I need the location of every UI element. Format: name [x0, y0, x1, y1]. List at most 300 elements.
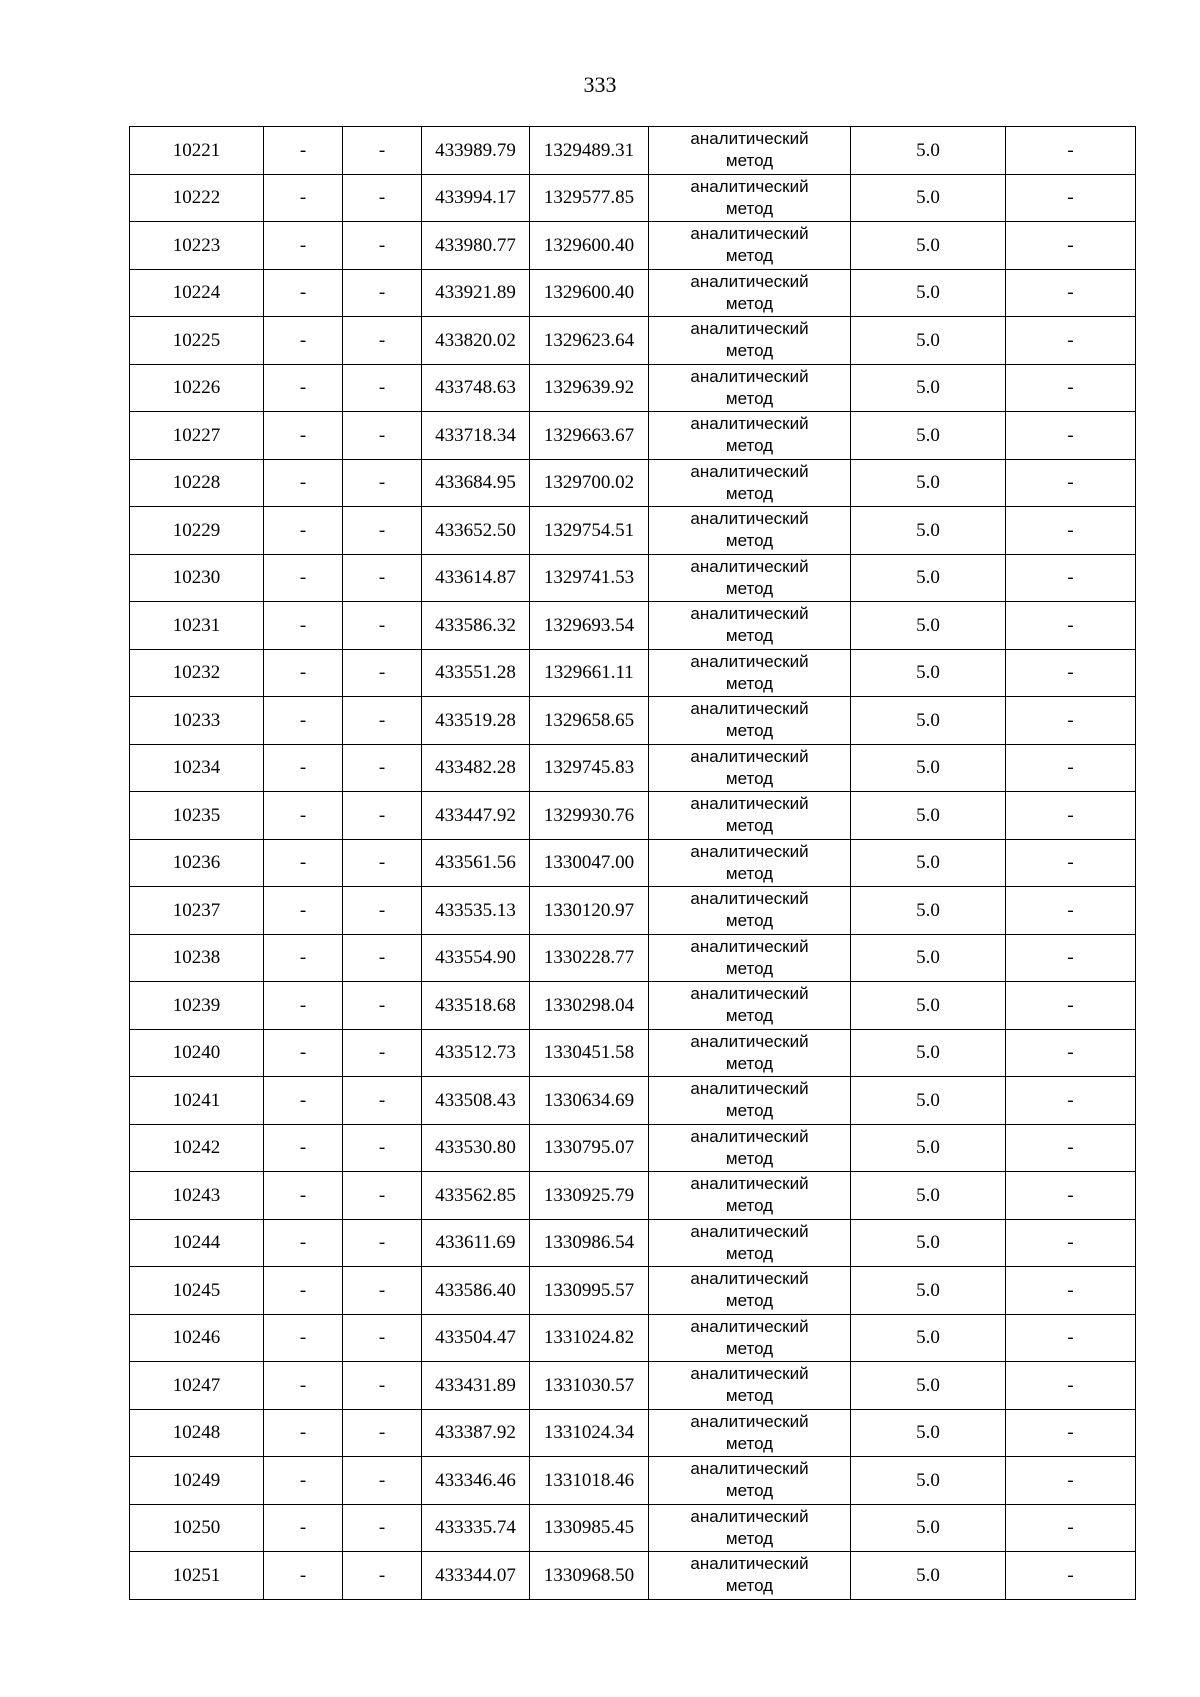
method-line-1: аналитический — [690, 984, 809, 1004]
dash-cell-3: - — [1006, 1077, 1136, 1125]
point-number-cell: 10232 — [130, 649, 264, 697]
method-line-1: аналитический — [690, 1221, 809, 1241]
accuracy-cell: 5.0 — [851, 602, 1006, 650]
method-cell — [649, 507, 851, 555]
dash-cell-2: - — [343, 364, 422, 412]
dash-cell-1: - — [264, 1124, 343, 1172]
accuracy-cell: 5.0 — [851, 459, 1006, 507]
dash-cell-1: - — [264, 1552, 343, 1600]
method-line-1: аналитический — [690, 794, 809, 814]
dash-cell-1: - — [264, 744, 343, 792]
method-line-2: метод — [725, 1386, 774, 1406]
accuracy-cell: 5.0 — [851, 1029, 1006, 1077]
accuracy-cell: 5.0 — [851, 222, 1006, 270]
table-row — [130, 222, 1136, 270]
y-coordinate-cell: 1329930.76 — [530, 792, 649, 840]
method-cell — [649, 1457, 851, 1505]
table-row — [130, 269, 1136, 317]
point-number-cell: 10242 — [130, 1124, 264, 1172]
method-line-2: метод — [725, 151, 774, 171]
dash-cell-3: - — [1006, 269, 1136, 317]
method-line-2: метод — [725, 388, 774, 408]
method-cell — [649, 222, 851, 270]
accuracy-cell: 5.0 — [851, 317, 1006, 365]
accuracy-cell: 5.0 — [851, 1409, 1006, 1457]
point-number-cell: 10233 — [130, 697, 264, 745]
method-cell — [649, 1124, 851, 1172]
x-coordinate-cell: 433611.69 — [422, 1219, 530, 1267]
x-coordinate-cell: 433346.46 — [422, 1457, 530, 1505]
table-row — [130, 1457, 1136, 1505]
dash-cell-2: - — [343, 1077, 422, 1125]
method-line-2: метод — [725, 198, 774, 218]
dash-cell-1: - — [264, 602, 343, 650]
x-coordinate-cell: 433447.92 — [422, 792, 530, 840]
dash-cell-1: - — [264, 412, 343, 460]
dash-cell-2: - — [343, 459, 422, 507]
y-coordinate-cell: 1329623.64 — [530, 317, 649, 365]
dash-cell-2: - — [343, 507, 422, 555]
x-coordinate-cell: 433989.79 — [422, 127, 530, 175]
y-coordinate-cell: 1329577.85 — [530, 174, 649, 222]
method-line-2: метод — [725, 911, 774, 931]
table-row — [130, 127, 1136, 175]
dash-cell-2: - — [343, 412, 422, 460]
accuracy-cell: 5.0 — [851, 649, 1006, 697]
dash-cell-2: - — [343, 934, 422, 982]
dash-cell-1: - — [264, 1314, 343, 1362]
method-cell — [649, 697, 851, 745]
method-cell — [649, 459, 851, 507]
y-coordinate-cell: 1329745.83 — [530, 744, 649, 792]
dash-cell-1: - — [264, 1457, 343, 1505]
method-line-2: метод — [725, 1433, 774, 1453]
dash-cell-2: - — [343, 1029, 422, 1077]
method-cell — [649, 649, 851, 697]
x-coordinate-cell: 433684.95 — [422, 459, 530, 507]
accuracy-cell: 5.0 — [851, 127, 1006, 175]
x-coordinate-cell: 433508.43 — [422, 1077, 530, 1125]
x-coordinate-cell: 433344.07 — [422, 1552, 530, 1600]
table-row — [130, 982, 1136, 1030]
dash-cell-1: - — [264, 222, 343, 270]
method-line-1: аналитический — [690, 461, 809, 481]
point-number-cell: 10245 — [130, 1267, 264, 1315]
table-row — [130, 1552, 1136, 1600]
point-number-cell: 10229 — [130, 507, 264, 555]
method-line-2: метод — [725, 958, 774, 978]
x-coordinate-cell: 433387.92 — [422, 1409, 530, 1457]
coordinates-table — [129, 126, 1136, 1600]
dash-cell-3: - — [1006, 507, 1136, 555]
dash-cell-1: - — [264, 459, 343, 507]
accuracy-cell: 5.0 — [851, 1457, 1006, 1505]
method-line-2: метод — [725, 1053, 774, 1073]
accuracy-cell: 5.0 — [851, 174, 1006, 222]
dash-cell-3: - — [1006, 127, 1136, 175]
dash-cell-1: - — [264, 1172, 343, 1220]
point-number-cell: 10246 — [130, 1314, 264, 1362]
dash-cell-1: - — [264, 1219, 343, 1267]
dash-cell-2: - — [343, 317, 422, 365]
dash-cell-3: - — [1006, 174, 1136, 222]
point-number-cell: 10222 — [130, 174, 264, 222]
accuracy-cell: 5.0 — [851, 507, 1006, 555]
y-coordinate-cell: 1329741.53 — [530, 554, 649, 602]
dash-cell-2: - — [343, 1409, 422, 1457]
method-cell — [649, 1172, 851, 1220]
accuracy-cell: 5.0 — [851, 887, 1006, 935]
y-coordinate-cell: 1330925.79 — [530, 1172, 649, 1220]
method-cell — [649, 744, 851, 792]
dash-cell-3: - — [1006, 602, 1136, 650]
method-cell — [649, 602, 851, 650]
y-coordinate-cell: 1331030.57 — [530, 1362, 649, 1410]
dash-cell-2: - — [343, 839, 422, 887]
dash-cell-2: - — [343, 1457, 422, 1505]
dash-cell-2: - — [343, 1314, 422, 1362]
dash-cell-3: - — [1006, 887, 1136, 935]
method-line-2: метод — [725, 816, 774, 836]
x-coordinate-cell: 433530.80 — [422, 1124, 530, 1172]
dash-cell-3: - — [1006, 459, 1136, 507]
method-line-1: аналитический — [690, 1506, 809, 1526]
dash-cell-1: - — [264, 1267, 343, 1315]
method-line-2: метод — [725, 436, 774, 456]
accuracy-cell: 5.0 — [851, 744, 1006, 792]
method-cell — [649, 792, 851, 840]
table-row — [130, 1029, 1136, 1077]
x-coordinate-cell: 433518.68 — [422, 982, 530, 1030]
x-coordinate-cell: 433748.63 — [422, 364, 530, 412]
method-cell — [649, 934, 851, 982]
point-number-cell: 10231 — [130, 602, 264, 650]
dash-cell-1: - — [264, 1409, 343, 1457]
table-row — [130, 412, 1136, 460]
table-row — [130, 649, 1136, 697]
method-line-1: аналитический — [690, 1174, 809, 1194]
dash-cell-3: - — [1006, 792, 1136, 840]
point-number-cell: 10228 — [130, 459, 264, 507]
dash-cell-2: - — [343, 1124, 422, 1172]
point-number-cell: 10240 — [130, 1029, 264, 1077]
y-coordinate-cell: 1330228.77 — [530, 934, 649, 982]
method-cell — [649, 1504, 851, 1552]
method-cell — [649, 269, 851, 317]
dash-cell-2: - — [343, 174, 422, 222]
dash-cell-2: - — [343, 649, 422, 697]
y-coordinate-cell: 1331024.34 — [530, 1409, 649, 1457]
dash-cell-1: - — [264, 127, 343, 175]
point-number-cell: 10223 — [130, 222, 264, 270]
method-line-1: аналитический — [690, 604, 809, 624]
accuracy-cell: 5.0 — [851, 1124, 1006, 1172]
method-line-1: аналитический — [690, 1411, 809, 1431]
method-cell — [649, 127, 851, 175]
method-cell — [649, 1077, 851, 1125]
y-coordinate-cell: 1330795.07 — [530, 1124, 649, 1172]
accuracy-cell: 5.0 — [851, 269, 1006, 317]
method-line-1: аналитический — [690, 129, 809, 149]
table-row — [130, 792, 1136, 840]
dash-cell-1: - — [264, 792, 343, 840]
method-line-2: метод — [725, 1338, 774, 1358]
accuracy-cell: 5.0 — [851, 1267, 1006, 1315]
dash-cell-3: - — [1006, 697, 1136, 745]
x-coordinate-cell: 433551.28 — [422, 649, 530, 697]
y-coordinate-cell: 1330451.58 — [530, 1029, 649, 1077]
y-coordinate-cell: 1330995.57 — [530, 1267, 649, 1315]
table-row — [130, 697, 1136, 745]
dash-cell-3: - — [1006, 554, 1136, 602]
method-line-1: аналитический — [690, 841, 809, 861]
y-coordinate-cell: 1330634.69 — [530, 1077, 649, 1125]
method-line-2: метод — [725, 1006, 774, 1026]
x-coordinate-cell: 433519.28 — [422, 697, 530, 745]
point-number-cell: 10247 — [130, 1362, 264, 1410]
table-row — [130, 554, 1136, 602]
method-cell — [649, 1219, 851, 1267]
x-coordinate-cell: 433586.32 — [422, 602, 530, 650]
dash-cell-2: - — [343, 744, 422, 792]
method-line-2: метод — [725, 1528, 774, 1548]
dash-cell-3: - — [1006, 1029, 1136, 1077]
dash-cell-1: - — [264, 982, 343, 1030]
table-row — [130, 1409, 1136, 1457]
dash-cell-3: - — [1006, 1219, 1136, 1267]
method-line-2: метод — [725, 578, 774, 598]
point-number-cell: 10250 — [130, 1504, 264, 1552]
dash-cell-2: - — [343, 1552, 422, 1600]
x-coordinate-cell: 433820.02 — [422, 317, 530, 365]
point-number-cell: 10243 — [130, 1172, 264, 1220]
table-row — [130, 364, 1136, 412]
method-line-2: метод — [725, 768, 774, 788]
accuracy-cell: 5.0 — [851, 1314, 1006, 1362]
accuracy-cell: 5.0 — [851, 934, 1006, 982]
method-line-1: аналитический — [690, 271, 809, 291]
method-line-1: аналитический — [690, 556, 809, 576]
table-row — [130, 1077, 1136, 1125]
dash-cell-3: - — [1006, 317, 1136, 365]
accuracy-cell: 5.0 — [851, 1219, 1006, 1267]
method-line-2: метод — [725, 246, 774, 266]
table-row — [130, 744, 1136, 792]
x-coordinate-cell: 433431.89 — [422, 1362, 530, 1410]
method-line-1: аналитический — [690, 176, 809, 196]
y-coordinate-cell: 1329639.92 — [530, 364, 649, 412]
y-coordinate-cell: 1329693.54 — [530, 602, 649, 650]
table-row — [130, 1124, 1136, 1172]
method-cell — [649, 1409, 851, 1457]
dash-cell-1: - — [264, 364, 343, 412]
dash-cell-3: - — [1006, 1457, 1136, 1505]
dash-cell-2: - — [343, 269, 422, 317]
dash-cell-3: - — [1006, 222, 1136, 270]
method-cell — [649, 1029, 851, 1077]
page-number: 333 — [583, 72, 617, 97]
method-line-2: метод — [725, 673, 774, 693]
method-cell — [649, 317, 851, 365]
table-row — [130, 174, 1136, 222]
point-number-cell: 10239 — [130, 982, 264, 1030]
accuracy-cell: 5.0 — [851, 364, 1006, 412]
method-cell — [649, 554, 851, 602]
table-body — [130, 127, 1136, 1600]
point-number-cell: 10227 — [130, 412, 264, 460]
y-coordinate-cell: 1331018.46 — [530, 1457, 649, 1505]
method-cell — [649, 1314, 851, 1362]
dash-cell-1: - — [264, 554, 343, 602]
method-line-1: аналитический — [690, 1459, 809, 1479]
point-number-cell: 10244 — [130, 1219, 264, 1267]
method-line-1: аналитический — [690, 1031, 809, 1051]
y-coordinate-cell: 1329700.02 — [530, 459, 649, 507]
method-line-2: метод — [725, 1196, 774, 1216]
method-line-2: метод — [725, 483, 774, 503]
dash-cell-2: - — [343, 1172, 422, 1220]
dash-cell-2: - — [343, 602, 422, 650]
method-line-1: аналитический — [690, 1364, 809, 1384]
accuracy-cell: 5.0 — [851, 412, 1006, 460]
y-coordinate-cell: 1329600.40 — [530, 269, 649, 317]
dash-cell-1: - — [264, 697, 343, 745]
method-line-2: метод — [725, 1148, 774, 1168]
y-coordinate-cell: 1329489.31 — [530, 127, 649, 175]
dash-cell-3: - — [1006, 744, 1136, 792]
method-line-2: метод — [725, 1576, 774, 1596]
dash-cell-3: - — [1006, 1504, 1136, 1552]
dash-cell-3: - — [1006, 412, 1136, 460]
x-coordinate-cell: 433614.87 — [422, 554, 530, 602]
x-coordinate-cell: 433994.17 — [422, 174, 530, 222]
dash-cell-1: - — [264, 269, 343, 317]
table-row — [130, 507, 1136, 555]
method-line-1: аналитический — [690, 1269, 809, 1289]
method-line-1: аналитический — [690, 1126, 809, 1146]
accuracy-cell: 5.0 — [851, 697, 1006, 745]
table-row — [130, 459, 1136, 507]
point-number-cell: 10224 — [130, 269, 264, 317]
dash-cell-3: - — [1006, 982, 1136, 1030]
point-number-cell: 10251 — [130, 1552, 264, 1600]
dash-cell-1: - — [264, 1029, 343, 1077]
dash-cell-3: - — [1006, 934, 1136, 982]
point-number-cell: 10234 — [130, 744, 264, 792]
y-coordinate-cell: 1330986.54 — [530, 1219, 649, 1267]
method-line-2: метод — [725, 626, 774, 646]
dash-cell-1: - — [264, 317, 343, 365]
method-cell — [649, 1362, 851, 1410]
dash-cell-3: - — [1006, 839, 1136, 887]
dash-cell-2: - — [343, 887, 422, 935]
x-coordinate-cell: 433980.77 — [422, 222, 530, 270]
x-coordinate-cell: 433586.40 — [422, 1267, 530, 1315]
x-coordinate-cell: 433512.73 — [422, 1029, 530, 1077]
y-coordinate-cell: 1329658.65 — [530, 697, 649, 745]
y-coordinate-cell: 1330298.04 — [530, 982, 649, 1030]
dash-cell-1: - — [264, 507, 343, 555]
x-coordinate-cell: 433921.89 — [422, 269, 530, 317]
point-number-cell: 10248 — [130, 1409, 264, 1457]
method-cell — [649, 1267, 851, 1315]
dash-cell-2: - — [343, 1504, 422, 1552]
table-row — [130, 1219, 1136, 1267]
method-line-1: аналитический — [690, 1554, 809, 1574]
method-line-1: аналитический — [690, 414, 809, 434]
method-line-1: аналитический — [690, 746, 809, 766]
method-line-2: метод — [725, 293, 774, 313]
dash-cell-2: - — [343, 1219, 422, 1267]
method-line-2: метод — [725, 531, 774, 551]
accuracy-cell: 5.0 — [851, 1362, 1006, 1410]
y-coordinate-cell: 1330047.00 — [530, 839, 649, 887]
accuracy-cell: 5.0 — [851, 982, 1006, 1030]
y-coordinate-cell: 1329754.51 — [530, 507, 649, 555]
x-coordinate-cell: 433561.56 — [422, 839, 530, 887]
dash-cell-1: - — [264, 887, 343, 935]
point-number-cell: 10225 — [130, 317, 264, 365]
dash-cell-2: - — [343, 792, 422, 840]
method-line-1: аналитический — [690, 651, 809, 671]
method-line-2: метод — [725, 1291, 774, 1311]
dash-cell-1: - — [264, 839, 343, 887]
point-number-cell: 10236 — [130, 839, 264, 887]
table-row — [130, 839, 1136, 887]
x-coordinate-cell: 433535.13 — [422, 887, 530, 935]
x-coordinate-cell: 433652.50 — [422, 507, 530, 555]
y-coordinate-cell: 1330968.50 — [530, 1552, 649, 1600]
point-number-cell: 10237 — [130, 887, 264, 935]
dash-cell-3: - — [1006, 1409, 1136, 1457]
x-coordinate-cell: 433335.74 — [422, 1504, 530, 1552]
table-row — [130, 602, 1136, 650]
method-cell — [649, 839, 851, 887]
accuracy-cell: 5.0 — [851, 554, 1006, 602]
dash-cell-2: - — [343, 697, 422, 745]
method-line-1: аналитический — [690, 889, 809, 909]
point-number-cell: 10235 — [130, 792, 264, 840]
point-number-cell: 10226 — [130, 364, 264, 412]
dash-cell-3: - — [1006, 1362, 1136, 1410]
dash-cell-2: - — [343, 554, 422, 602]
x-coordinate-cell: 433504.47 — [422, 1314, 530, 1362]
dash-cell-3: - — [1006, 1267, 1136, 1315]
dash-cell-1: - — [264, 1504, 343, 1552]
method-cell — [649, 174, 851, 222]
method-line-2: метод — [725, 863, 774, 883]
method-cell — [649, 887, 851, 935]
method-line-1: аналитический — [690, 699, 809, 719]
dash-cell-3: - — [1006, 649, 1136, 697]
x-coordinate-cell: 433482.28 — [422, 744, 530, 792]
dash-cell-2: - — [343, 1267, 422, 1315]
method-line-2: метод — [725, 721, 774, 741]
x-coordinate-cell: 433718.34 — [422, 412, 530, 460]
table-row — [130, 1504, 1136, 1552]
method-line-1: аналитический — [690, 319, 809, 339]
method-line-2: метод — [725, 1101, 774, 1121]
table-row — [130, 1314, 1136, 1362]
x-coordinate-cell: 433554.90 — [422, 934, 530, 982]
table-row — [130, 1172, 1136, 1220]
method-line-1: аналитический — [690, 1316, 809, 1336]
table-row — [130, 317, 1136, 365]
point-number-cell: 10241 — [130, 1077, 264, 1125]
table-row — [130, 1267, 1136, 1315]
table-row — [130, 1362, 1136, 1410]
point-number-cell: 10221 — [130, 127, 264, 175]
